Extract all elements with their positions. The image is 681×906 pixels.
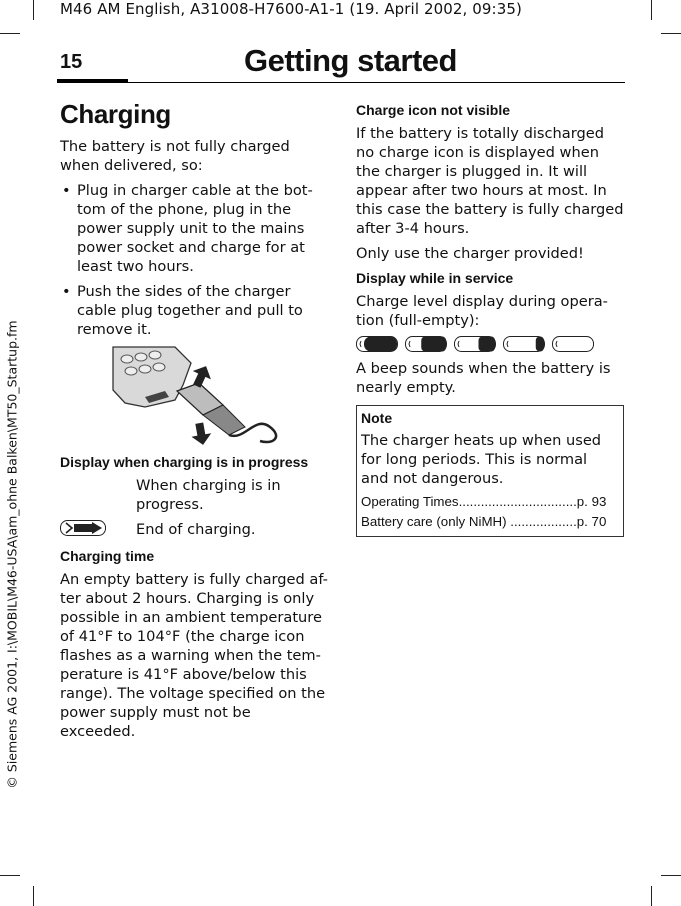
display-row: When charging is in progress.: [60, 476, 330, 514]
arrow-end-icon: [60, 520, 106, 536]
cross-reference[interactable]: Operating Times................................p. 93: [361, 494, 607, 509]
battery-level-icon: [454, 336, 496, 352]
note-box: [356, 405, 624, 537]
header-rule-thick: [57, 79, 128, 83]
service-heading: Display while in service: [356, 270, 514, 286]
crop-mark: [661, 33, 681, 34]
battery-levels: [356, 336, 624, 352]
crop-mark: [0, 875, 20, 876]
header-rule: [128, 82, 625, 83]
page-title: Getting started: [244, 43, 457, 78]
charger-warning: Only use the charger provided!: [356, 245, 584, 262]
list-item: • Push the sides of the charger cable plug together and pull to remove it.: [62, 283, 303, 338]
cross-reference[interactable]: Battery care (only NiMH) ..................p. 70: [361, 514, 607, 529]
page-number: 15: [60, 51, 83, 73]
note-text: The charger heats up when used for long periods. This is normal and not dangerous.: [361, 432, 602, 487]
charging-time-text: An empty battery is fully charged af-ter about 2 hours. Charging is only possible in an ambient temperature of 41°F to 104°F (the charge icon flashes as a warning when the tem-perature is 41°F above/below this range). The voltage specified on the power supply must not be exceeded.: [60, 571, 328, 740]
display-heading: Display when charging is in progress: [60, 454, 309, 470]
copyright-sidebar: © Siemens AG 2001, I:\MOBIL\M46-USA\am_ohne Balken\MT50_Startup.fm: [4, 320, 20, 789]
display-row: End of charging.: [60, 520, 330, 541]
charging-time-heading: Charging time: [60, 548, 155, 564]
section-heading: Charging: [60, 99, 171, 129]
charging-icon-slot: [60, 476, 136, 514]
battery-level-icon: [405, 336, 447, 352]
battery-level-icon: [356, 336, 398, 352]
icon-heading: Charge icon not visible: [356, 102, 511, 118]
list-item: • Plug in charger cable at the bot-tom of the phone, plug in the power supply unit to the mains power socket and charge for at least two hours.: [62, 182, 313, 275]
right-column: [356, 101, 624, 537]
crop-mark: [661, 875, 681, 876]
instruction-list: [60, 181, 330, 339]
crop-mark: [651, 886, 652, 906]
icon-text: If the battery is totally discharged no charge icon is displayed when the charger is plugged in. It will appear after two hours at most. In this case the battery is fully charged after 3-4 hours.: [356, 125, 624, 237]
crop-mark: [33, 886, 34, 906]
battery-level-icon: [503, 336, 545, 352]
crop-mark: [651, 0, 652, 20]
crop-mark: [0, 33, 20, 34]
battery-level-icon: [552, 336, 594, 352]
beep-text: A beep sounds when the battery is nearly empty.: [356, 360, 611, 396]
left-column: [60, 99, 330, 747]
note-heading: Note: [361, 410, 393, 426]
service-text: Charge level display during opera-tion (full-empty):: [356, 293, 608, 329]
document-meta: M46 AM English, A31008-H7600-A1-1 (19. April 2002, 09:35): [60, 0, 522, 18]
charger-illustration: [60, 345, 330, 447]
crop-mark: [33, 0, 34, 20]
intro-text: The battery is not fully charged when delivered, so:: [60, 138, 290, 174]
